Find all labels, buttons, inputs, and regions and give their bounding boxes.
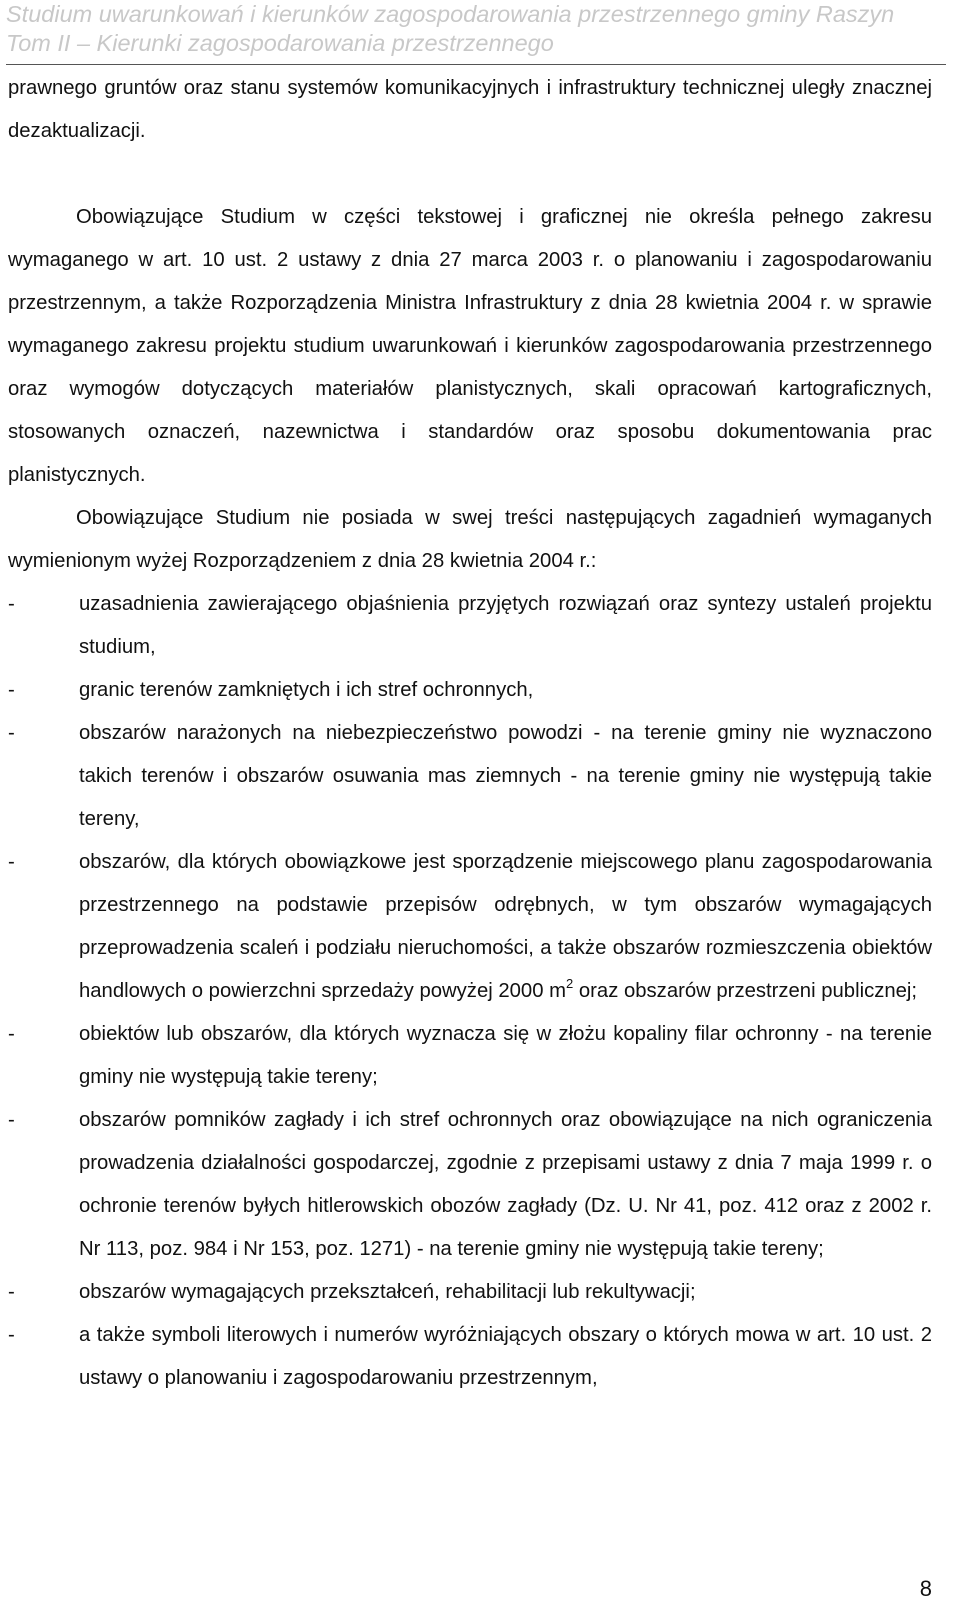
list-item [8, 1271, 932, 1314]
header-document-title: Studium uwarunkowań i kierunków zagospodarowania przestrzennego gminy Raszyn [6, 1, 895, 27]
list-bullet-dash: - [8, 1281, 15, 1303]
list-item [8, 841, 932, 1013]
paragraph-spacer [8, 153, 932, 196]
list-bullet-dash: - [8, 1324, 15, 1346]
paragraph-continued: prawnego gruntów oraz stanu systemów komunikacyjnych i infrastruktury technicznej uległy znacznej dezaktualizacji. [8, 77, 932, 142]
list-bullet-dash: - [8, 722, 15, 744]
list-bullet-dash: - [8, 1023, 15, 1045]
header-volume-title: Tom II – Kierunki zagospodarowania przestrzennego [6, 30, 554, 56]
list-bullet-dash: - [8, 1109, 15, 1131]
list-item [8, 712, 932, 841]
page-number: 8 [919, 1576, 932, 1601]
list-item-text: obiektów lub obszarów, dla których wyznacza się w złożu kopaliny filar ochronny - na terenie gminy nie występują takie tereny; [79, 1023, 932, 1088]
list-item-text: granic terenów zamkniętych i ich stref ochronnych, [79, 679, 534, 701]
list-item [8, 669, 932, 712]
list-item-text: obszarów pomników zagłady i ich stref ochronnych oraz obowiązujące na nich ograniczenia prowadzenia działalności gospodarczej, zgodnie z przepisami ustawy z dnia 7 maja 1999 r. o ochronie terenów byłych hitlerowskich obozów zagłady (Dz. U. Nr 41, poz. 412 oraz z 2002 r. Nr 113, poz. 984 i Nr 153, poz. 1271) - na terenie gminy nie występują takie tereny; [79, 1109, 932, 1260]
list-bullet-dash: - [8, 679, 15, 701]
missing-topics-list [8, 583, 932, 1400]
list-item-text: obszarów, dla których obowiązkowe jest sporządzenie miejscowego planu zagospodarowania przestrzennego na podstawie przepisów odrębnych, w tym obszarów wymagających przeprowadzenia scaleń i podziału nieruchomości, a także obszarów rozmieszczenia obiektów handlowych o powierzchni sprzedaży powyżej 2000 m [79, 851, 932, 1002]
list-bullet-dash: - [8, 593, 15, 615]
paragraph-studium-scope: Obowiązujące Studium w części tekstowej i graficznej nie określa pełnego zakresu wymaganego w art. 10 ust. 2 ustawy z dnia 27 marca 2003 r. o planowaniu i zagospodarowaniu przestrzennym, a także Rozporządzenia Ministra Infrastruktury z dnia 28 kwietnia 2004 r. w sprawie wymaganego zakresu projektu studium uwarunkowań i kierunków zagospodarowania przestrzennego oraz wymogów dotyczących materiałów planistycznych, skali opracowań kartograficznych, stosowanych oznaczeń, nazewnictwa i standardów oraz sposobu dokumentowania prac planistycznych. [8, 206, 932, 486]
list-item-text-continued: oraz obszarów przestrzeni publicznej; [573, 980, 918, 1002]
paragraph-missing-topics-intro: Obowiązujące Studium nie posiada w swej treści następujących zagadnień wymaganych wymienionym wyżej Rozporządzeniem z dnia 28 kwietnia 2004 r.: [8, 507, 932, 572]
list-item-text: obszarów narażonych na niebezpieczeństwo powodzi - na terenie gminy nie wyznaczono takich terenów i obszarów osuwania mas ziemnych - na terenie gminy nie występują takie tereny, [79, 722, 932, 830]
list-item [8, 1314, 932, 1400]
list-item [8, 1013, 932, 1099]
list-item-text: obszarów wymagających przekształceń, rehabilitacji lub rekultywacji; [79, 1281, 696, 1303]
list-bullet-dash: - [8, 851, 15, 873]
superscript-squared: 2 [566, 976, 574, 991]
list-item [8, 1099, 932, 1271]
list-item [8, 583, 932, 669]
document-body [8, 67, 932, 1400]
running-header [6, 0, 946, 65]
list-item-text: a także symboli literowych i numerów wyróżniających obszary o których mowa w art. 10 ust. 2 ustawy o planowaniu i zagospodarowaniu przestrzennym, [79, 1324, 932, 1389]
list-item-text: uzasadnienia zawierającego objaśnienia przyjętych rozwiązań oraz syntezy ustaleń projektu studium, [79, 593, 932, 658]
